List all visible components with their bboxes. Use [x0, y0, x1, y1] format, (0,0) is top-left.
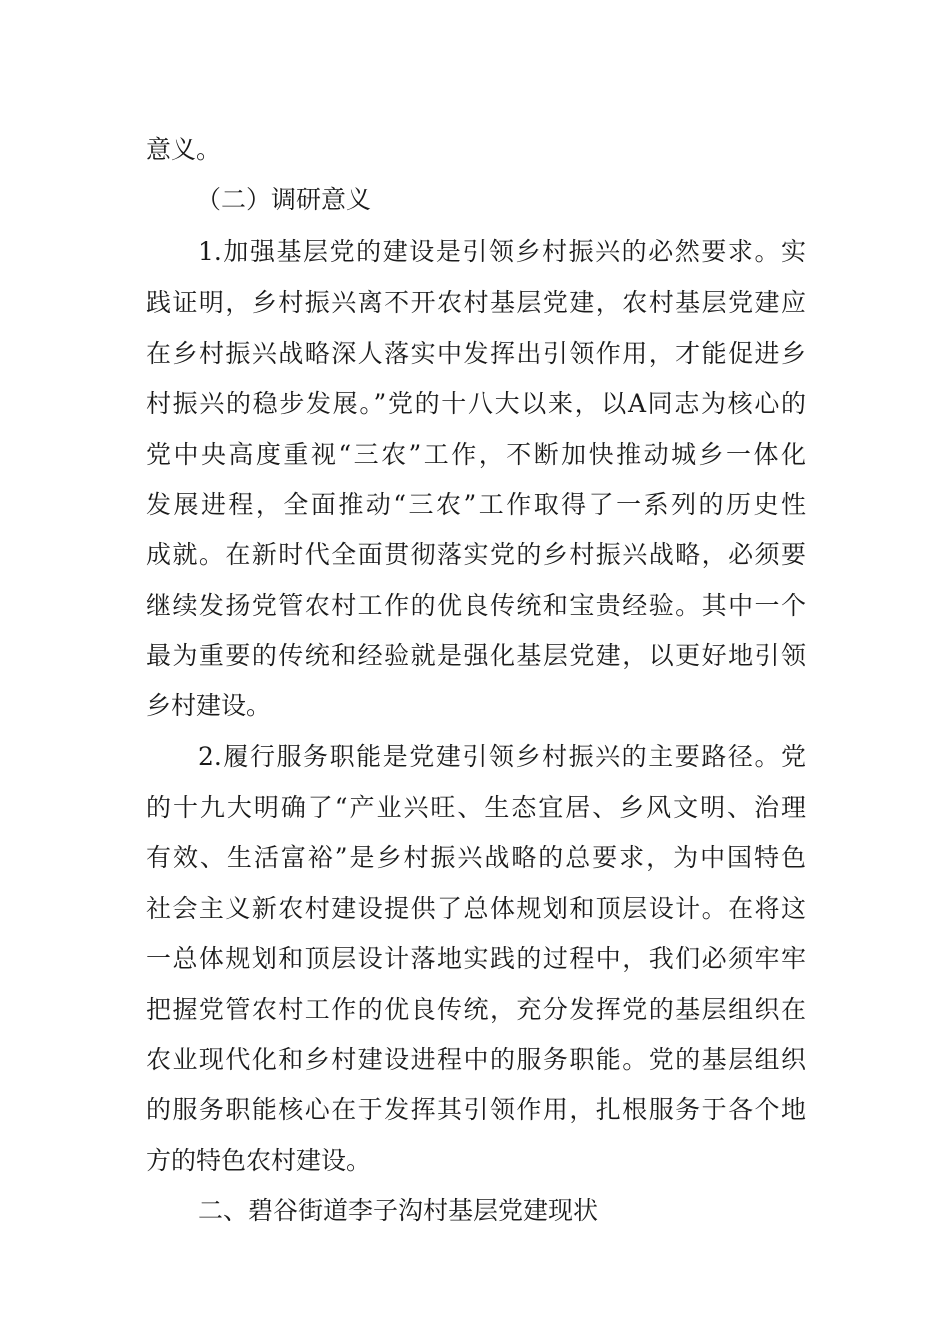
paragraph-line: 在乡村振兴战略深人落实中发挥出引领作用，才能促进乡: [146, 339, 806, 368]
paragraph-line: 的十九大明确了“产业兴旺、生态宜居、乡风文明、治理: [146, 793, 806, 822]
section-subheading: （二）调研意义: [196, 185, 372, 214]
paragraph-line: 成就。在新时代全面贯彻落实党的乡村振兴战略，必须要: [146, 540, 806, 569]
paragraph-line: 党中央高度重视“三农”工作，不断加快推动城乡一体化: [146, 440, 806, 469]
paragraph-line: 践证明，乡村振兴离不开农村基层党建，农村基层党建应: [146, 288, 806, 317]
paragraph-line: 的服务职能核心在于发挥其引领作用，扎根服务于各个地: [146, 1095, 806, 1124]
section-heading: 二、碧谷街道李子沟村基层党建现状: [198, 1196, 599, 1225]
paragraph-line: 一总体规划和顶层设计落地实践的过程中，我们必须牢牢: [146, 944, 806, 973]
paragraph-line: 1.加强基层党的建设是引领乡村振兴的必然要求。实: [198, 237, 806, 266]
paragraph-line: 村振兴的稳步发展。”党的十八大以来，以A同志为核心的: [146, 389, 806, 418]
paragraph-line: 社会主义新农村建设提供了总体规划和顶层设计。在将这: [146, 894, 806, 923]
paragraph-line: 意义。: [146, 135, 222, 164]
paragraph-line: 乡村建设。: [146, 691, 272, 720]
paragraph-line: 把握党管农村工作的优良传统，充分发挥党的基层组织在: [146, 995, 806, 1024]
paragraph-line: 方的特色农村建设。: [146, 1146, 372, 1175]
paragraph-line: 最为重要的传统和经验就是强化基层党建，以更好地引领: [146, 641, 806, 670]
paragraph-line: 发展进程，全面推动“三农”工作取得了一系列的历史性: [146, 490, 806, 519]
paragraph-line: 有效、生活富裕”是乡村振兴战略的总要求，为中国特色: [146, 843, 806, 872]
paragraph-line: 继续发扬党管农村工作的优良传统和宝贵经验。其中一个: [146, 591, 806, 620]
paragraph-line: 2.履行服务职能是党建引领乡村振兴的主要路径。党: [198, 742, 806, 771]
paragraph-line: 农业现代化和乡村建设进程中的服务职能。党的基层组织: [146, 1045, 806, 1074]
